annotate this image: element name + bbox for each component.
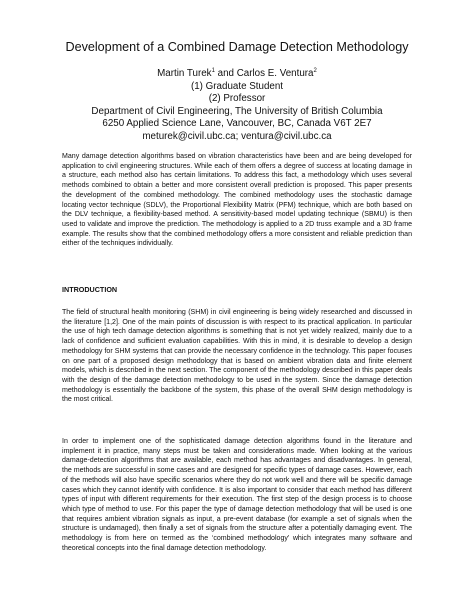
body-paragraph: In order to implement one of the sophisticated damage detection algorithms found in the literature and implement it in practice, many steps must be taken and considerations made. When looking at the various damage-detection algorithms that are available, each method has advantages and disadvantages. In general, the methods are successful in some cases and are designed for specific types of damage cases. However, each of the methods will also have specific scenarios where they do not work well and there will be specific damage cases which they cannot identify with confidence. It is also important to consider that each method has different types of input with different requirements for their execution. The first step of the design process is to choose which type of method to use. For this paper the type of damage detection methodology that will be used is one that requires ambient vibration signals as input, a pre-event database (for example a set of signals when the structure is undamaged), then finally a set of signals from the structure after a potentially damaging event. The methodology is from here on termed as the ‘combined methodology’ which integrates many software and theoretical concepts into the final damage detection methodology. [62,438,412,552]
author-block [0,68,474,144]
abstract-paragraph: Many damage detection algorithms based on vibration characteristics have been and are being developed for application to civil engineering structures. While each of them offers a degree of success at locating damage in a structure, each method also has certain limitations. To address this fact, a methodology which uses several methods combined to obtain a better and more consistent overall prediction is proposed. This paper presents the development of the combined methodology. The combined methodology uses the stochastic damage locating vector technique (SDLV), the Proportional Flexibility Matrix (PFM) technique, which are both based on the DLV technique, a flexibility-based method. A sensitivity-based model updating technique (SBMU) is then used to validate and improve the prediction. The methodology is applied to a 2D truss example and a 3D frame example. The results show that the combined methodology offers a more consistent and reliable prediction than either of the techniques individually. [62,153,412,248]
affiliation-department: Department of Civil Engineering, The University of British Columbia [91,105,383,117]
author-name: Martin Turek [157,68,212,79]
author-role: (2) Professor [208,93,266,105]
author-superscript: 2 [313,68,317,74]
author-conjunction: and [214,68,237,79]
section-heading-introduction: INTRODUCTION [62,285,118,294]
author-emails: meturek@civil.ubc.ca; ventura@civil.ubc.ca [142,130,332,142]
author-line [0,68,474,81]
author-name: Carlos E. Ventura [236,68,314,79]
author-role: (1) Graduate Student [190,80,284,92]
body-paragraph: The field of structural health monitoring (SHM) in civil engineering is being widely researched and discussed in the literature [1,2]. One of the main points of discussion is with respect to its practical application. In particular the use of high tech damage detection algorithms is something that is not yet widely realized, mainly due to a lack of confidence and sufficient evaluation capabilities. With this in mind, it is desirable to develop a design methodology for SHM systems that can provide the necessary confidence in the technology. This paper focuses on one part of a proposed design methodology that is based on ambient vibration data and finite element models, which is described in the next section. The component of the methodology described in this paper deals with the design of the damage detection methodology to be used in the system. Since the damage detection methodology is essentially the backbone of the system, this phase of the overall SHM design methodology is the most critical. [62,309,412,404]
paper-title: Development of a Combined Damage Detection Methodology [65,40,409,54]
author-superscript: 1 [211,68,215,74]
affiliation-address: 6250 Applied Science Lane, Vancouver, BC, Canada V6T 2E7 [102,118,372,130]
